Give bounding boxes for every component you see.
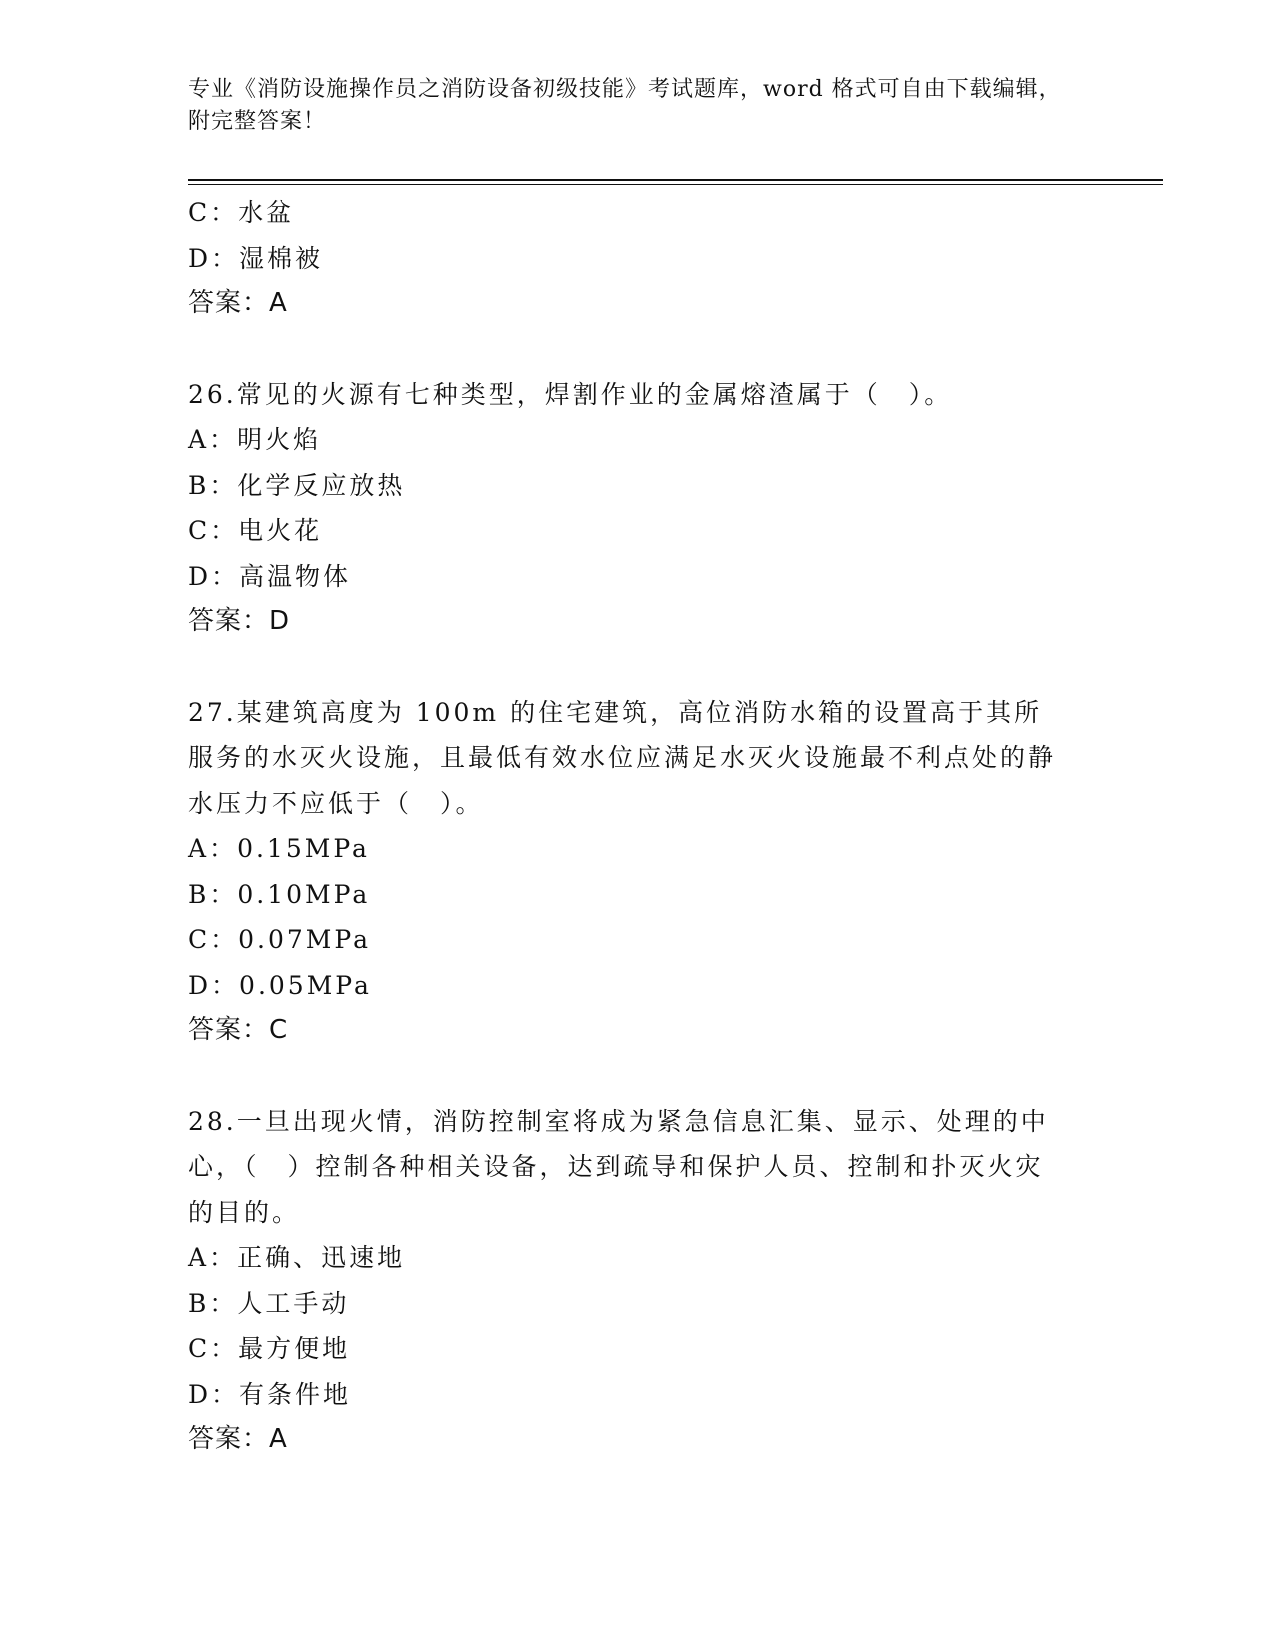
question-stem: 26.常见的火源有七种类型，焊割作业的金属熔渣属于（ ）。 xyxy=(188,379,953,409)
header-divider-thick xyxy=(188,179,1163,181)
header-divider-thin xyxy=(188,184,1163,185)
option-line: B：人工手动 xyxy=(188,1288,350,1318)
answer-line: 答案：D xyxy=(188,606,291,636)
option-line: D：高温物体 xyxy=(188,561,352,591)
question-block xyxy=(188,372,1088,645)
option-line: A：正确、迅速地 xyxy=(188,1243,406,1272)
question-block-carryover xyxy=(188,190,1088,327)
option-line: A：明火焰 xyxy=(188,425,322,454)
question-block xyxy=(188,690,1088,1054)
spacer xyxy=(188,645,1088,690)
option-line: D：湿棉被 xyxy=(188,243,324,273)
question-stem: 28.一旦出现火情，消防控制室将成为紧急信息汇集、显示、处理的中心，（ ）控制各种相关设备，达到疏导和保护人员、控制和扑灭火灾的目的。 xyxy=(188,1106,1049,1227)
option-line: D：0.05MPa xyxy=(188,970,372,1000)
document-header: 专业《消防设施操作员之消防设备初级技能》考试题库，word 格式可自由下载编辑，附完整答案！ xyxy=(188,77,1062,134)
spacer xyxy=(188,1054,1088,1099)
option-line: A：0.15MPa xyxy=(188,834,370,863)
question-list xyxy=(188,190,1088,1463)
question-block xyxy=(188,1099,1088,1463)
option-line: B：0.10MPa xyxy=(188,879,371,909)
option-line: C：最方便地 xyxy=(188,1334,351,1363)
option-line: C：电火花 xyxy=(188,516,323,545)
option-line: D：有条件地 xyxy=(188,1379,352,1409)
answer-line: 答案：A xyxy=(188,1424,288,1454)
option-line: B：化学反应放热 xyxy=(188,470,406,500)
option-line: C：水盆 xyxy=(188,198,295,227)
answer-line: 答案：C xyxy=(188,1015,289,1045)
spacer xyxy=(188,327,1088,372)
answer-line: 答案：A xyxy=(188,288,288,318)
option-line: C：0.07MPa xyxy=(188,925,372,954)
question-stem: 27.某建筑高度为 100m 的住宅建筑，高位消防水箱的设置高于其所服务的水灭火设施，且最低有效水位应满足水灭火设施最不利点处的静水压力不应低于（ ）。 xyxy=(188,697,1057,818)
